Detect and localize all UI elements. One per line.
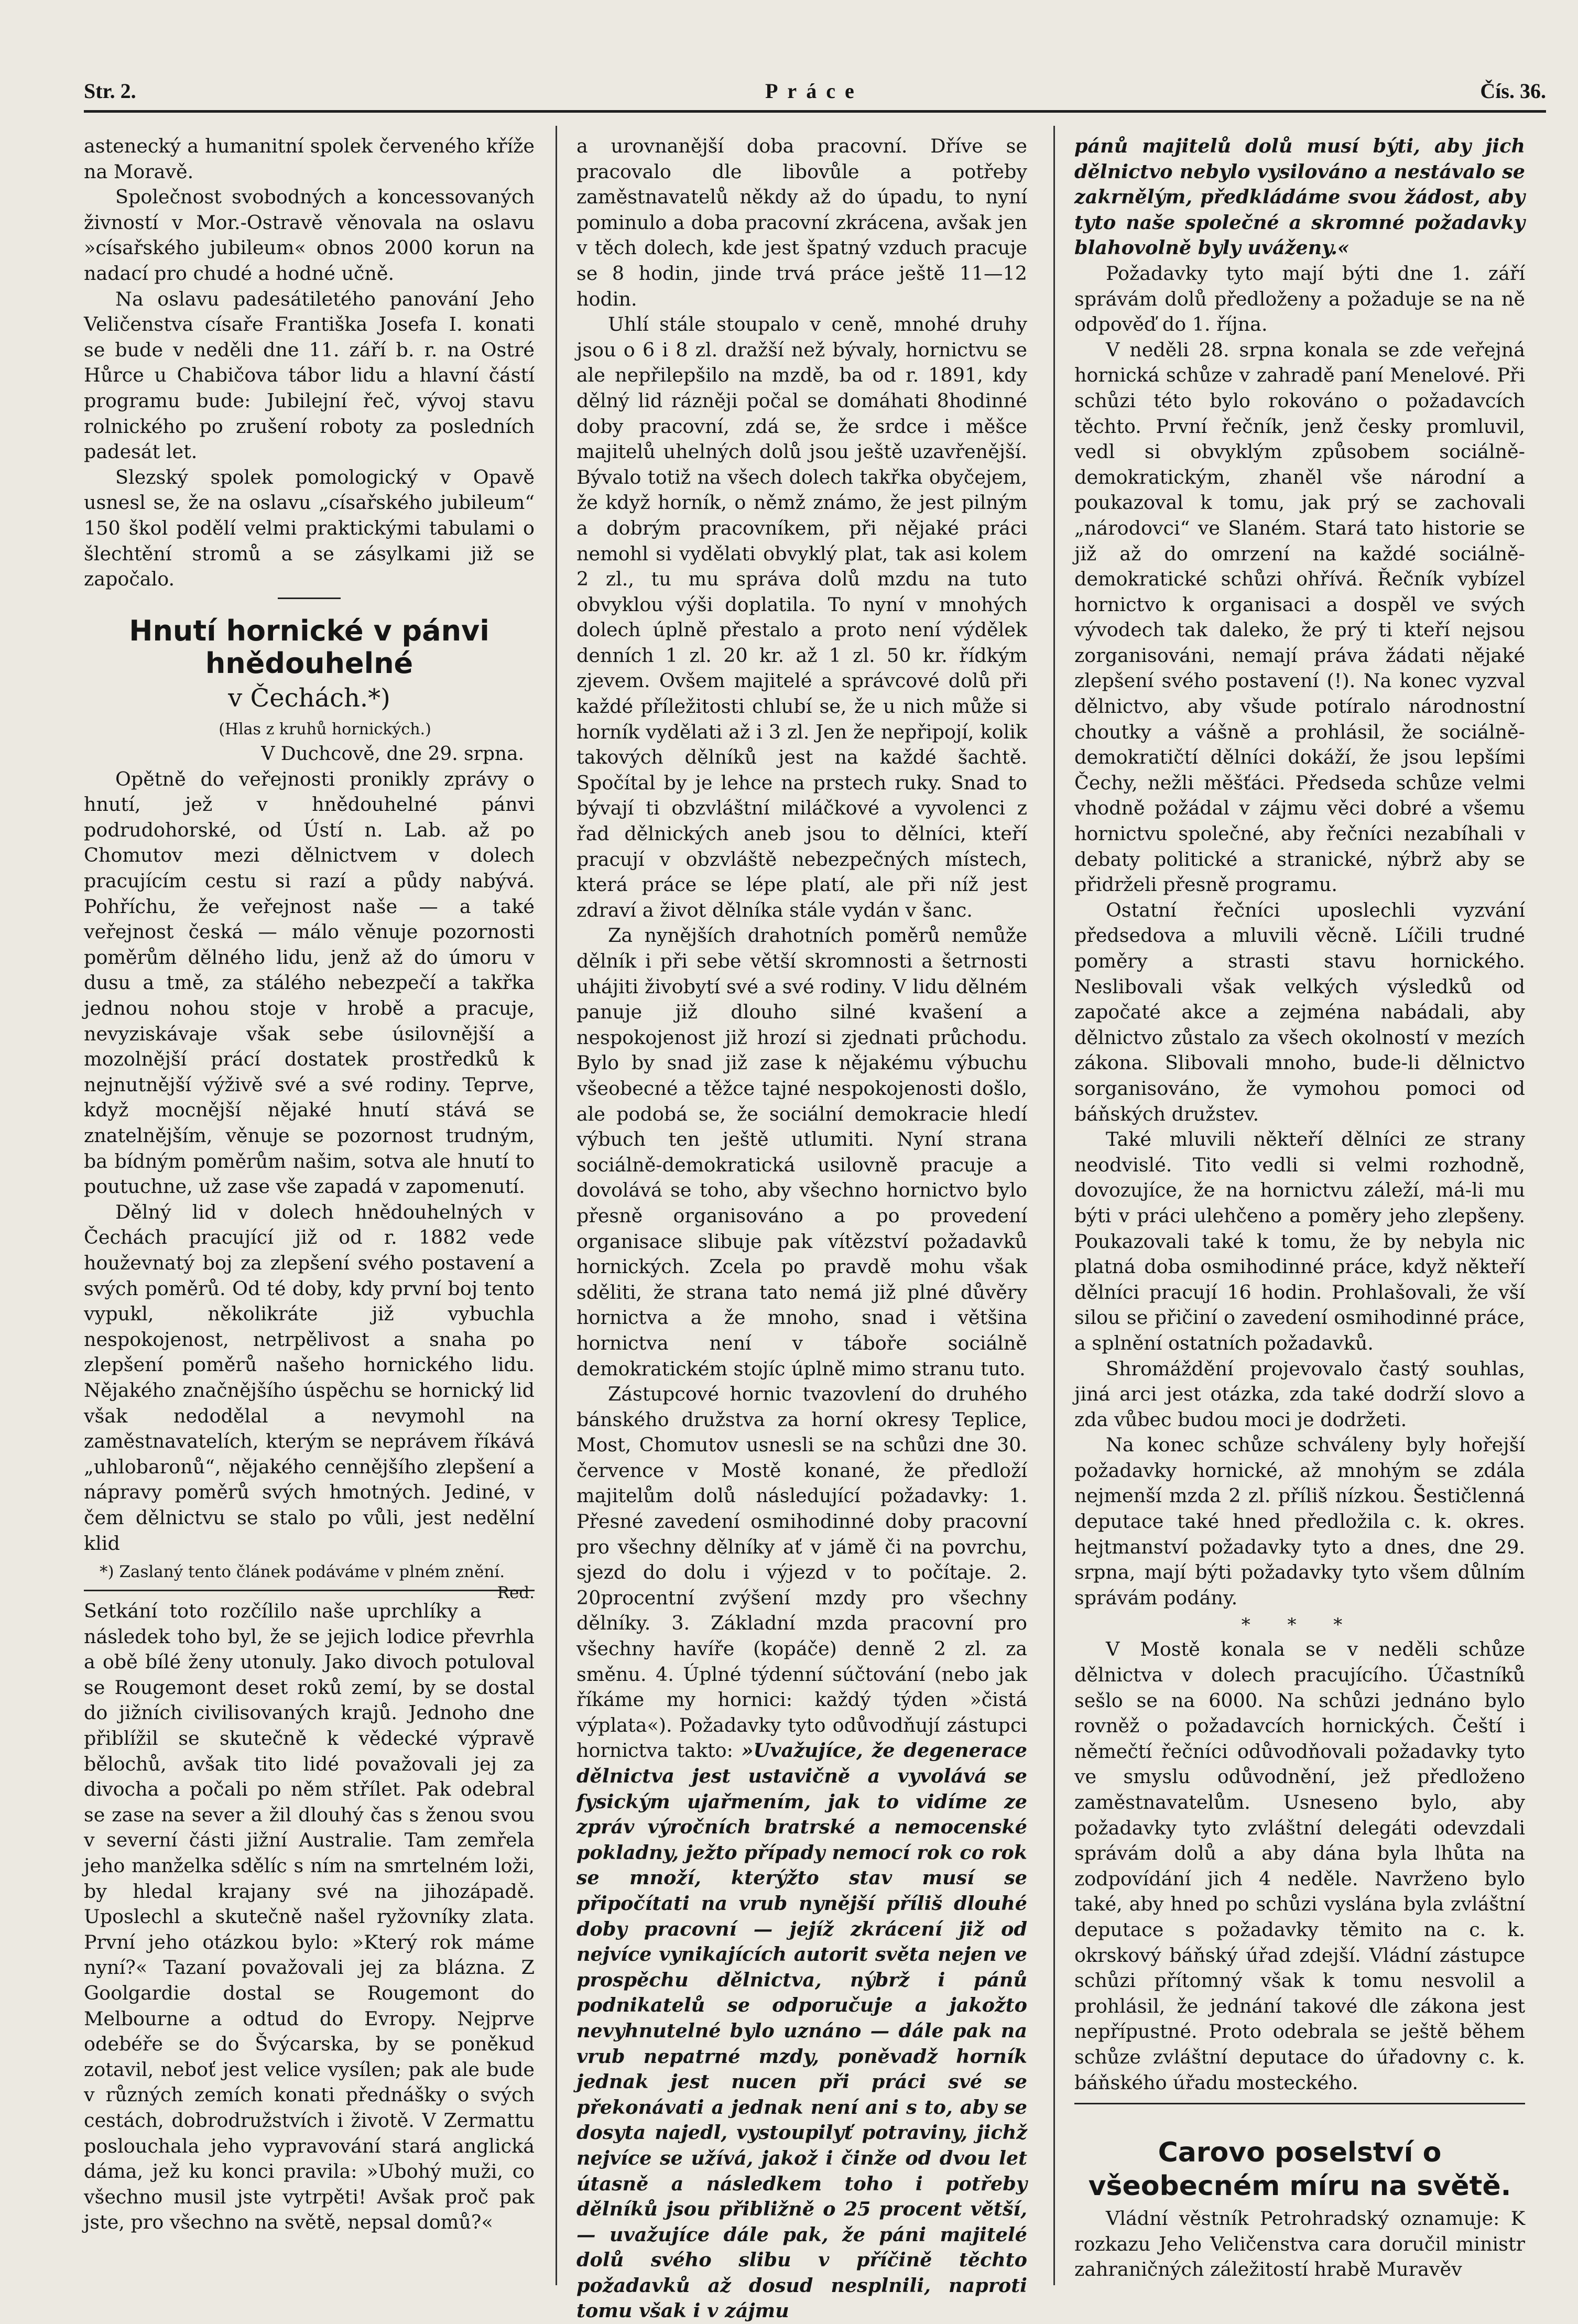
newspaper-title: Práce (765, 79, 864, 103)
paragraph: Také mluvili někteří dělníci ze strany neodvislé. Tito vedli si velmi rozhodně, dovozujíce, že na hornictvu záleží, má-li mu býti v práci ulehčeno a poměry jeho zlepšeny. Poukazovali také k tomu, že by nebyla nic platná doba osmihodinné práce, když někteří dělníci pracují 16 hodin. Prohlašovali, že vší silou se přičiní o zavedení osmihodinné práce, a splnění ostatních požadavků. (1074, 1128, 1525, 1354)
article-headline: Hnutí hornické v pánvi hnědouhelné (129, 614, 489, 680)
footnote (84, 1561, 535, 1603)
article-attribution: (Hlas z kruhů hornických.) (219, 720, 431, 739)
column-divider (1053, 126, 1055, 2285)
paragraph: Na oslavu padesátiletého panování Jeho Veličenstva císaře Františka Josefa I. konati se bude v neděli dne 11. září b. r. na Ostré Hůrce u Chabičova tábor lidu a hlavní částí programu bude: Jubilejní řeč, vývoj stavu rolnického po zrušení roboty za posledních padesát let. (84, 287, 535, 463)
demands-quote: »Uvažujíce, že degenerace dělnictva jest ustavičně a vyvolává se fysickým ujařmením, jak to vidíme ze zpráv výročních bratrské a nemocenské pokladny, ježto případy nemocí rok co rok se množí, kterýžto stav musí se připočítati na vrub nynější příliš dlouhé doby pracovní — jejíž zkrácení již od nejvíce vynikajících autorit světa nejen ve prospěchu dělnictva, nýbrž i pánů podnikatelů se odporučuje a jakožto nevyhnutelné bylo uznáno — dále pak na vrub nepatrné mzdy, poněvadž horník jednak jest nucen při práci své se překonávati a jednak není ani s to, aby se dosyta najedl, vystoupilyť potraviny, jichž nejvíce se užívá, jakož i činže od dvou let útasně a následkem toho i potřeby dělníků jsou přibližně o 25 procent větší, — uvažujíce dále pak, že páni majitelé dolů svého slibu v příčině těchto požadavků až dosud nesplnili, naproti tomu však i v zájmu (576, 1739, 1027, 2322)
header-rule (84, 110, 1546, 113)
page-number: Str. 2. (84, 79, 136, 103)
paragraph: Setkání toto rozčílilo naše uprchlíky a následek toho byl, že se jejich lodice převrhla a obě bílé ženy utonuly. Jako divoch potuloval se Rougemont deset roků zemí, by se dostal do jižních civilisovaných krajů. Jednoho dne přiblížil se skutečně k vědecké výpravě bělochů, avšak tito lidé považovali jej za divocha a počali po něm střílet. Pak odebral se zase na sever a žil dlouhý čas s ženou svou v severní části jižní Australie. Tam zemřela jeho manželka sdělíc s ním na smrtelném loži, by hledal krajany své na jihozápadě. Uposlechl a skutečně našel ryžovníky zlata. První jeho otázkou bylo: »Který rok máme nyní?« Tazaní považovali jej za blázna. Z Goolgardie dostal se Rougemont do Melbourne a odtud do Evropy. Nejprve odebéře se do Švýcarska, by se poněkud zotavil, neboť jest velice vysílen; pak ale bude v různých zemích konati přednášky o svých cestách, dobrodružstvích i životě. V Zermattu poslouchala jeho vypravování stará anglická dáma, jež ku konci pravila: »Ubohý muži, co všechno musil jste vytrpěti! Avšak proč pak jste, pro všechno na světě, nepsal domů?« (84, 1600, 535, 2234)
column-2 (576, 134, 1027, 2324)
column-1 (84, 134, 535, 2235)
paragraph: Opětně do veřejnosti pronikly zprávy o hnutí, jež v hnědouhelné pánvi podrudohorské, od Ústí n. Lab. až po Chomutov mezi dělnictvem v dolech pracujícím cestu si razí a půdy nabývá. Pohříchu, že veřejnost naše — a také veřejnost česká — málo věnuje pozornosti poměrům dělného lidu, jenž až do úmoru v dusu a tmě, za stálého nebezpečí a takřka jednou nohou stoje v hrobě a pracuje, nevyziskávaje však sebe úsilovnější a mozolnější prácí dostatek prostředků k nejnutnější výživě své a své rodiny. Teprve, když mocnější nějaké hnutí stává se znatelnějším, věnuje se pozornost trudným, ba bídným poměrům našim, sotva ale hnutí to poutuchne, už zase vše zapadá v zapomenutí. (84, 767, 535, 1198)
column-divider (556, 126, 557, 2285)
article-subheadline: v Čechách.*) (228, 683, 390, 713)
separator (84, 1590, 535, 1591)
paragraph: V neděli 28. srpna konala se zde veřejná hornická schůze v zahradě paní Menelové. Při schůzi této bylo rokováno o požadavcích těchto. První řečník, jenž česky promluvil, vedl si obvyklým způsobem sociálně-demokratickým, zhaněl vše národní a poukazoval k tomu, jak prý se zachovali „národovci“ ve Slaném. Stará tato historie se již až do omrzení na každé sociálně-demokratické schůzi ohřívá. Řečník vybízel hornictvo k organisaci a dospěl ve svých vývodech tak daleko, že prý ti kteří nejsou zorganisováni, nemají práva žádati nějaké zlepšení svého postavení (!). Na konec vyzval dělnictvo, aby všude potíralo národnostní choutky a vášně a prohlásil, že sociálně-demokratičtí dělníci dokáží, že jsou lepšími Čechy, nežli měšťáci. Předseda schůze velmi vhodně požádal v zájmu věci dobré a všemu hornictvu společné, aby řečníci nezabíhali v debaty politické a stranické, nýbrž aby se přidrželi přesně programu. (1074, 338, 1525, 896)
paragraph: astenecký a humanitní spolek červeného kříže na Moravě. (84, 135, 535, 183)
paragraph: Požadavky tyto mají býti dne 1. září správám dolů předloženy a požaduje se na ně odpověď do 1. října. (1074, 262, 1525, 336)
column-3 (1074, 134, 1525, 2283)
issue-number: Čís. 36. (1480, 79, 1546, 103)
paragraph (576, 1382, 1027, 2324)
article-dateline: V Duchcově, dne 29. srpna. (261, 743, 524, 765)
demands-quote-continued: pánů majitelů dolů musí býti, aby jich dělnictvo nebylo vysilováno a nestávalo se zakrnělým, předkládáme svou žádost, aby tyto naše společné a skromné požadavky blahovolně byly uváženy.« (1074, 135, 1525, 259)
paragraph: Uhlí stále stoupalo v ceně, mnohé druhy jsou o 6 i 8 zl. dražší než bývaly, hornictvu se ale nepřilepšilo na mzdě, ba od r. 1891, kdy dělný lid rázněji počal se domáhati 8hodinné doby pracovní, zdá se, že srdce i měšce majitelů uhelných dolů jsou ještě uzavřenější. Bývalo totiž na všech dolech takřka obyčejem, že když horník, o němž známo, že jest pilným a dobrým pracovníkem, při nějaké práci nemohl si vydělati obvyklý plat, tak asi kolem 2 zl., tu mu správa dolů mzdu na tuto obvyklou výši doplatila. To nyní v mnohých dolech úplně přestalo a proto není výdělek denních 1 zl. 20 kr. až 1 zl. 50 kr. řídkým zjevem. Ovšem majitelé a správcové dolů při každé příležitosti chlubí se, že u nich může si horník vydělati až i 3 zl. Jen že nepřipojí, kolik takových dělníků jest na každé šachtě. Spočítal by je lehce na prstech ruky. Snad to bývají ti obzvláštní miláčkové a vyvolenci z řad dělnických aneb jsou to dělníci, kteří pracují v obzvláště nebezpečných místech, která práce se lépe platí, ale při níž jest zdraví a život dělníka stále vydán v šanc. (576, 313, 1027, 921)
paragraph: Dělný lid v dolech hnědouhelných v Čechách pracující již od r. 1882 vede houževnatý boj za zlepšení svého postavení a svých poměrů. Od té doby, kdy první boj tento vypukl, několikráte již vybuchla nespokojenost, netrpělivost a snaha po zlepšení poměrů našeho hornického lidu. Nějakého značnějšího úspěchu se hornický lid však nedodělal a nevymohl na zaměstnavatelích, kterým se neprávem říkává „uhlobaronů“, nějakého cennějšího zlepšení a nápravy poměrů svých hmotných. Jediné, v čem dělnictvu se stalo po vůli, jest nedělní klid (84, 1200, 535, 1555)
paragraph: Za nynějších drahotních poměrů nemůže dělník i při sebe větší skromnosti a šetrnosti uhájiti živobytí své a své rodiny. V lidu dělném panuje již dlouho silné kvašení a nespokojenost již hrozí si zjednati průchodu. Bylo by snad již zase k nějakému výbuchu všeobecné a těžce tajné nespokojenosti došlo, ale podobá se, že sociální demokracie hledí výbuch ten ještě utlumiti. Nyní strana sociálně-demokratická usilovně pracuje a dovolává se toho, aby všechno hornictvo bylo přesně organisováno a po provedení organisace slibuje pak vítězství požadavků hornických. Zcela po pravdě mohu však sděliti, že strana tato nemá již plné důvěry hornictva a že mnoho, snad i většina hornictva není v táboře sociálně demokratickém stojíc úplně mimo stranu tuto. (576, 924, 1027, 1380)
paragraph: a urovnanější doba pracovní. Dříve se pracovalo dle libovůle a potřeby zaměstnavatelů někdy až do úpadu, to nyní pominulo a doba pracovní zkrácena, avšak jen v těch dolech, kde jest špatný vzduch pracuje se 8 hodin, jinde trvá práce ještě 11—12 hodin. (576, 135, 1027, 310)
paragraph-text: Zástupcové hornic tvazovlení do druhého bánského družstva za horní okresy Teplice, Most, Chomutov usnesli se na schůzi dne 30. července v Mostě konané, že předloží majitelům dolů následující požadavky: 1. Přesné zavedení osmihodinné doby pracovní pro všechny dělníky ať v jámě či na povrchu, sjezd do dolu i výjezd v to počítaje. 2. 20procentní zvýšení mzdy pro všechny dělníky. 3. Základní mzda pracovní pro všechny havíře (kopáče) denně 2 zl. za směnu. 4. Úplné týdenní súčtování (nebo jak říkáme my hornici: každý týden »čistá výplata«). Požadavky tyto odůvodňují zástupci hornictva takto: (576, 1383, 1027, 1762)
separator (1074, 2103, 1525, 2104)
paragraph: Slezský spolek pomologický v Opavě usnesl se, že na oslavu „císařského jubileum“ 150 škol podělí velmi praktickými tabulami o šlechtění stromů a se zásylkami již se započalo. (84, 465, 535, 591)
separator (278, 598, 341, 599)
paragraph: Shromáždění projevovalo častý souhlas, jiná arci jest otázka, zda také dodrží slovo a zda vůbec budou moci je dodržeti. (1074, 1357, 1525, 1431)
article-headline: Carovo poselství o všeobecném míru na světě. (1088, 2137, 1511, 2202)
section-dinkus: * * * (1241, 1614, 1358, 1636)
paragraph: Vládní věstník Petrohradský oznamuje: K rozkazu Jeho Veličenstva cara doručil ministr zahraničných záležitostí hrabě Muravěv (1074, 2207, 1525, 2281)
paragraph: Ostatní řečníci uposlechli vyzvání předsedova a mluvili věcně. Líčili trudné poměry a strasti stavu hornického. Neslibovali však velkých výsledků od započaté akce a zejména nabádali, aby dělnictvo zůstalo za všech okolností v mezích zákona. Slibovali mnoho, bude-li dělnictvo sorganisováno, že vymohou pomoci od báňských družstev. (1074, 898, 1525, 1125)
page-header (84, 79, 1546, 110)
paragraph: Na konec schůze schváleny byly hořejší požadavky hornické, až mnohým se zdála nejmenší mzda 2 zl. příliš nízkou. Šestičlenná deputace také hned předložila c. k. okres. hejtmanství požadavky tyto a dnes, dne 29. srpna, mají býti požadavky tyto všem důlním správám podány. (1074, 1434, 1525, 1609)
footnote-text: *) Zaslaný tento článek podáváme v plném znění. (100, 1562, 505, 1582)
footnote-signature: Red. (497, 1583, 535, 1603)
paragraph: Společnost svobodných a koncessovaných živností v Mor.-Ostravě věnovala na oslavu »císařského jubileum« obnos 2000 korun na nadací pro chudé a hodné učně. (84, 186, 535, 285)
paragraph: V Mostě konala se v neděli schůze dělnictva v dolech pracujícího. Účastníků sešlo se na 6000. Na schůzi jednáno bylo rovněž o požadavcích hornických. Čeští i němečtí řečníci odůvodňovali požadavky tyto ve smyslu odůvodnění, jež předloženo zaměstnavatelům. Usneseno bylo, aby požadavky tyto zvláštní delegáti odevzdali správám dolů a aby dána byla lhůta na zodpovídání jich 4 neděle. Navrženo bylo také, aby hned po schůzi vyslána byla zvláštní deputace s požadavky těmito na c. k. okrskový báňský úřad zdejší. Vládní zástupce schůzi přítomný však k tomu nesvolil a prohlásil, že jednání takové dle zákona jest nepřípustné. Proto odebrala se ještě během schůze zvláštní deputace do úřadovny c. k. báňského úřadu mosteckého. (1074, 1638, 1525, 2094)
